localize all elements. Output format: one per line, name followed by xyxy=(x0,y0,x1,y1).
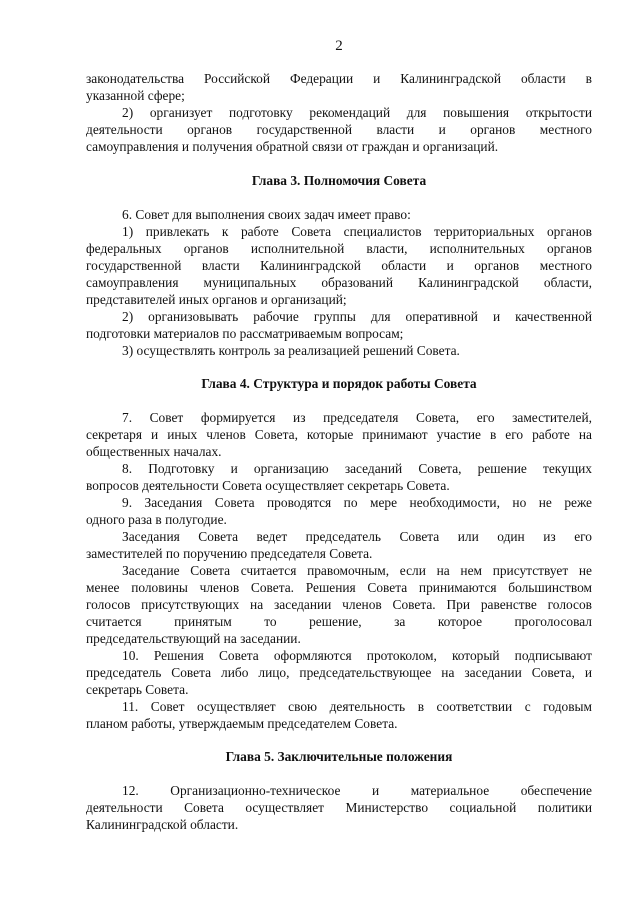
text-line: 10. Решения Совета оформляются протоколом, который подписывают xyxy=(122,648,592,663)
text-line: Заседание Совета считается правомочным, если на нем присутствует не xyxy=(122,563,592,578)
text-line: 8. Подготовку и организацию заседаний Совета, решение текущих xyxy=(122,461,592,476)
text-line: заместителей по поручению председателя Совета. xyxy=(86,546,373,561)
text-line: указанной сфере; xyxy=(86,88,185,103)
text-line: планом работы, утверждаемым председателем Совета. xyxy=(86,716,398,731)
chapter-heading: Глава 3. Полномочия Совета xyxy=(251,173,427,188)
text-line: самоуправления и получения обратной связи от граждан и организаций. xyxy=(86,139,499,154)
text-line: голосов присутствующих на заседании членов Совета. При равенстве голосов xyxy=(86,597,592,612)
text-line: законодательства Российской Федерации и Калининградской области в xyxy=(86,71,592,86)
text-line: представителей иных органов и организаций; xyxy=(86,292,347,307)
text-line: 2) организует подготовку рекомендаций для повышения открытости xyxy=(122,105,592,120)
text-line: 1) привлекать к работе Совета специалистов территориальных органов xyxy=(122,224,592,239)
text-line: общественных началах. xyxy=(86,444,222,459)
text-line: 6. Совет для выполнения своих задач имеет право: xyxy=(122,207,411,222)
text-line: деятельности органов государственной власти и органов местного xyxy=(86,122,592,137)
text-line: 3) осуществлять контроль за реализацией решений Совета. xyxy=(122,343,460,358)
text-line: 12. Организационно-техническое и материальное обеспечение xyxy=(122,783,592,798)
text-line: подготовки материалов по рассматриваемым вопросам; xyxy=(86,326,404,341)
text-line: федеральных органов исполнительной власти, исполнительных органов xyxy=(86,241,592,256)
text-line: государственной власти Калининградской области и органов местного xyxy=(86,258,592,273)
text-line: Заседания Совета ведет председатель Совета или один из его xyxy=(122,529,592,544)
text-line: самоуправления муниципальных образований Калининградской области, xyxy=(86,275,592,290)
text-line: менее половины членов Совета. Решения Совета принимаются большинством xyxy=(86,580,592,595)
page-number: 2 xyxy=(335,38,343,54)
chapter-heading: Глава 4. Структура и порядок работы Совета xyxy=(201,376,477,391)
text-line: 2) организовывать рабочие группы для оперативной и качественной xyxy=(122,309,592,324)
text-line: считается принятым то решение, за которое проголосовал xyxy=(86,614,592,629)
text-line: 9. Заседания Совета проводятся по мере необходимости, но не реже xyxy=(122,495,592,510)
text-line: 11. Совет осуществляет свою деятельность в соответствии с годовым xyxy=(122,699,592,714)
text-line: вопросов деятельности Совета осуществляет секретарь Совета. xyxy=(86,478,450,493)
text-line: секретарь Совета. xyxy=(86,682,189,697)
text-line: деятельности Совета осуществляет Министерство социальной политики xyxy=(86,800,592,815)
text-line: председательствующий на заседании. xyxy=(86,631,301,646)
chapter-heading: Глава 5. Заключительные положения xyxy=(225,749,453,764)
text-line: одного раза в полугодие. xyxy=(86,512,227,527)
text-line: секретаря и иных членов Совета, которые принимают участие в его работе на xyxy=(86,427,592,442)
text-line: председатель Совета либо лицо, председательствующее на заседании Совета, и xyxy=(86,665,592,680)
text-line: Калининградской области. xyxy=(86,817,239,832)
text-line: 7. Совет формируется из председателя Совета, его заместителей, xyxy=(122,410,592,425)
